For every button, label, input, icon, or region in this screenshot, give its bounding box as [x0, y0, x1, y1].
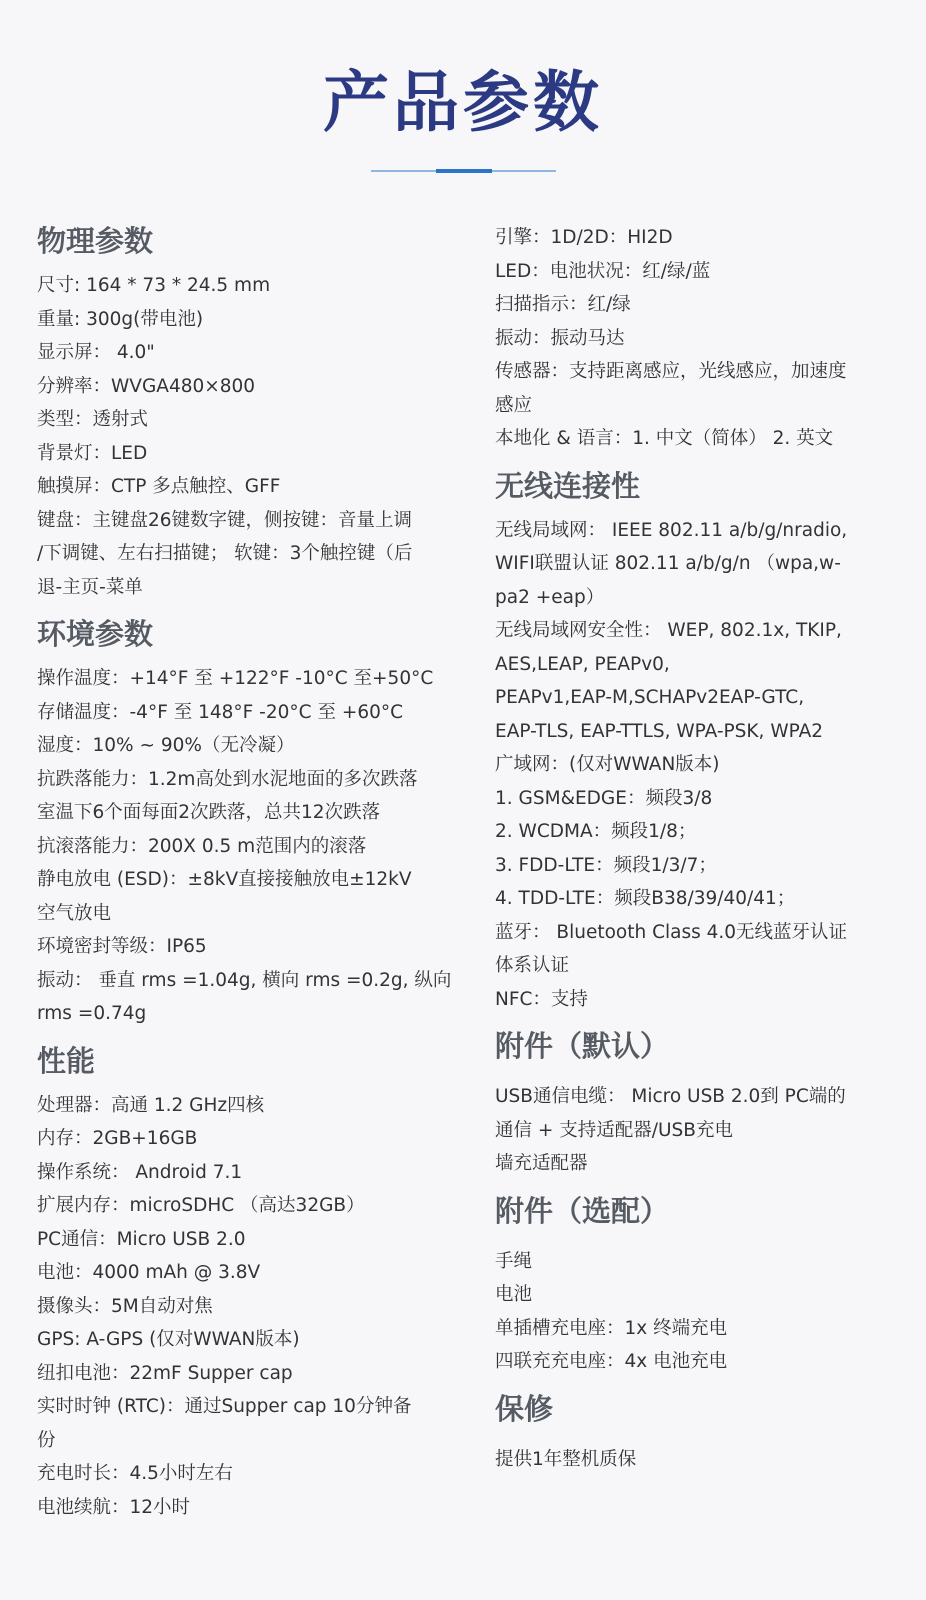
spec-line: 四联充充电座：4x 电池充电 [495, 1351, 728, 1372]
spec-line: 退-主页-菜单 [37, 576, 143, 598]
spec-line: 尺寸: 164 * 73 * 24.5 mm [37, 275, 271, 296]
spec-line: 抗滚落能力：200X 0.5 m范围内的滚落 [37, 835, 367, 857]
spec-line: 4. TDD-LTE：频段B38/39/40/41； [495, 888, 796, 909]
spec-line: 墙充适配器 [495, 1153, 588, 1174]
section-optional-accessories [495, 1191, 895, 1379]
spec-line: 蓝牙： Bluetooth Class 4.0无线蓝牙认证 [495, 921, 848, 943]
spec-line: 振动：振动马达 [495, 327, 625, 349]
spec-line: 3. FDD-LTE：频段1/3/7； [495, 854, 717, 876]
spec-line: 显示屏： 4.0" [37, 342, 155, 363]
section-heading: 环境参数 [37, 617, 154, 651]
spec-line: 通信 + 支持适配器/USB充电 [495, 1119, 733, 1141]
section-scanner [495, 221, 895, 456]
spec-line: 触摸屏：CTP 多点触控、GFF [37, 476, 281, 497]
spec-line: 单插槽充电座：1x 终端充电 [495, 1317, 728, 1339]
spec-line: 广域网：(仅对WWAN版本) [495, 754, 720, 775]
spec-line: 充电时长：4.5小时左右 [37, 1463, 233, 1484]
spec-line: 处理器：高通 1.2 GHz四核 [37, 1094, 265, 1116]
spec-line: EAP-TLS, EAP-TTLS, WPA-PSK, WPA2 [495, 720, 824, 742]
section-heading: 物理参数 [37, 224, 154, 258]
spec-line: 体系认证 [495, 955, 570, 976]
spec-line: 无线局域网安全性： WEP, 802.1x, TKIP, [495, 620, 842, 641]
spec-line: PEAPv1,EAP-M,SCHAPv2EAP-GTC, [495, 687, 805, 708]
spec-line: 室温下6个面每面2次跌落，总共12次跌落 [37, 802, 381, 823]
section-wireless [495, 466, 895, 1017]
spec-line: AES,LEAP, PEAPv0, [495, 653, 670, 675]
spec-line: NFC：支持 [495, 988, 588, 1010]
spec-line: 静电放电 (ESD)：±8kV直接接触放电±12kV [37, 869, 412, 890]
spec-line: 份 [37, 1429, 56, 1451]
spec-line: LED：电池状况：红/绿/蓝 [495, 260, 711, 282]
spec-line: 感应 [495, 394, 533, 416]
section-heading: 附件（选配） [495, 1193, 670, 1228]
spec-line: 湿度：10% ~ 90%（无冷凝） [37, 735, 295, 756]
section-warranty [495, 1389, 895, 1477]
spec-line: 2. WCDMA：频段1/8； [495, 821, 697, 842]
section-physical [37, 221, 457, 604]
spec-line: 无线局域网： IEEE 802.11 a/b/g/nradio, [495, 519, 848, 541]
spec-line: 扩展内存：microSDHC （高达32GB） [37, 1195, 365, 1216]
left-column [37, 221, 457, 1534]
page-title: 产品参数 [323, 64, 603, 141]
spec-line: 键盘：主键盘26键数字键，侧按键：音量上调 [37, 509, 413, 531]
spec-line: 本地化 & 语言：1. 中文（简体） 2. 英文 [495, 428, 834, 449]
spec-line: GPS: A-GPS (仅对WWAN版本) [37, 1329, 300, 1350]
spec-line: 空气放电 [37, 902, 112, 924]
spec-line: pa2 +eap） [495, 586, 605, 608]
spec-line: USB通信电缆： Micro USB 2.0到 PC端的 [495, 1086, 846, 1107]
spec-line: 1. GSM&EDGE：频段3/8 [495, 787, 713, 809]
section-performance [37, 1041, 457, 1525]
section-default-accessories [495, 1026, 895, 1181]
spec-line: 摄像头：5M自动对焦 [37, 1295, 213, 1317]
spec-line: 内存：2GB+16GB [37, 1128, 198, 1149]
spec-line: 类型：透射式 [37, 409, 149, 430]
spec-line: 环境密封等级：IP65 [37, 936, 207, 957]
spec-line: 存储温度：-4°F 至 148°F -20°C 至 +60°C [37, 701, 404, 723]
section-heading: 性能 [37, 1043, 96, 1078]
spec-line: 重量: 300g(带电池) [37, 308, 204, 330]
spec-line: PC通信：Micro USB 2.0 [37, 1228, 246, 1250]
spec-line: rms =0.74g [37, 1003, 147, 1024]
spec-line: 扫描指示：红/绿 [495, 294, 631, 315]
section-heading: 无线连接性 [495, 468, 641, 503]
spec-line: /下调键、左右扫描键； 软键：3个触控键（后 [37, 543, 413, 564]
section-heading: 附件（默认） [495, 1029, 670, 1063]
spec-line: 电池：4000 mAh @ 3.8V [37, 1262, 261, 1283]
section-environment [37, 614, 457, 1031]
spec-line: 提供1年整机质保 [495, 1448, 637, 1470]
spec-line: 抗跌落能力：1.2m高处到水泥地面的多次跌落 [37, 768, 418, 790]
spec-line: 操作系统： Android 7.1 [37, 1161, 243, 1183]
spec-line: WIFI联盟认证 802.11 a/b/g/n （wpa,w- [495, 553, 841, 574]
spec-line: 电池 [495, 1284, 533, 1305]
right-column [495, 221, 895, 1486]
spec-line: 分辨率：WVGA480×800 [37, 375, 256, 397]
spec-line: 手绳 [495, 1250, 533, 1272]
spec-line: 振动： 垂直 rms =1.04g, 横向 rms =0.2g, 纵向 [37, 969, 452, 991]
spec-line: 操作温度：+14°F 至 +122°F -10°C 至+50°C [37, 668, 434, 689]
section-heading: 保修 [495, 1391, 554, 1426]
spec-line: 背景灯：LED [37, 442, 148, 464]
spec-line: 引擎：1D/2D：HI2D [495, 227, 673, 248]
spec-line: 实时时钟 (RTC)：通过Supper cap 10分钟备 [37, 1396, 412, 1417]
title-divider-accent [436, 169, 492, 173]
spec-line: 电池续航：12小时 [37, 1496, 191, 1518]
spec-line: 传感器：支持距离感应，光线感应，加速度 [495, 361, 847, 382]
spec-line: 纽扣电池：22mF Supper cap [37, 1362, 293, 1384]
